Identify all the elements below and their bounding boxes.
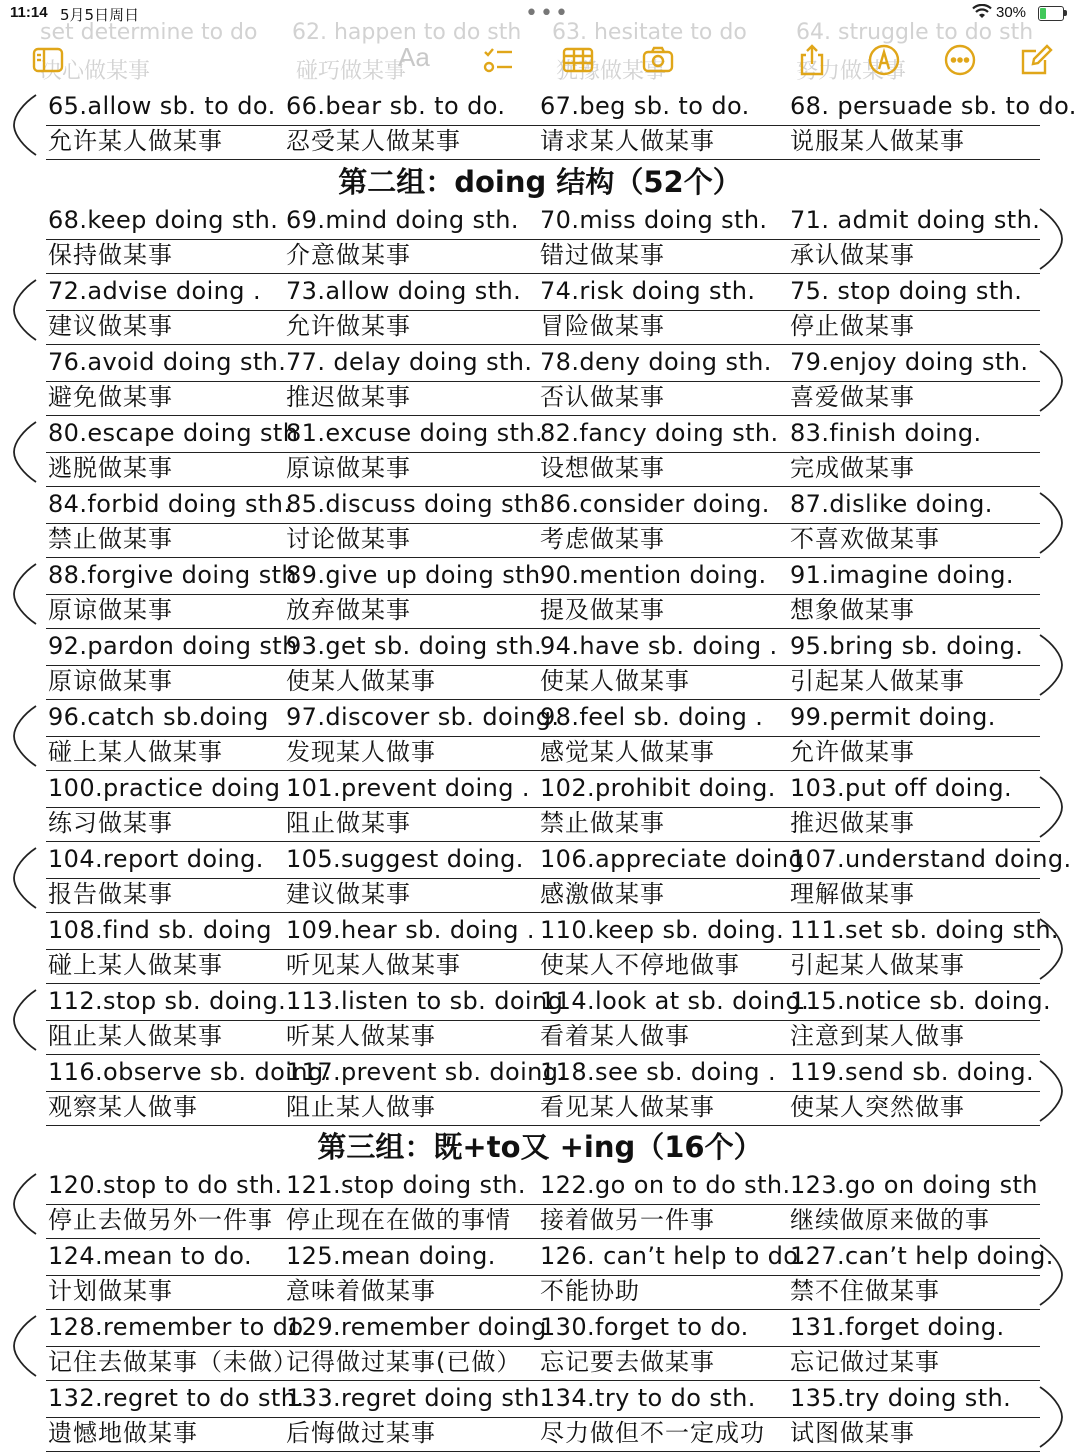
chinese-meaning: 考虑做某事 — [540, 525, 665, 553]
chinese-meaning: 引起某人做某事 — [790, 667, 965, 695]
phrase-row — [0, 982, 1080, 1053]
english-phrase: 65.allow sb. to do. — [48, 92, 276, 120]
chinese-meaning: 意味着做某事 — [286, 1277, 436, 1305]
text-format-button[interactable]: Aa — [398, 42, 430, 72]
chinese-meaning: 使某人做某事 — [286, 667, 436, 695]
phrase-row — [0, 556, 1080, 627]
chinese-meaning: 使某人突然做事 — [790, 1093, 965, 1121]
handwritten-rule-line — [46, 1125, 1040, 1126]
chinese-meaning: 想象做某事 — [790, 596, 915, 624]
handwritten-rule-line — [46, 594, 1040, 595]
chinese-meaning: 记住去做某事（未做） — [48, 1348, 298, 1376]
handwritten-rule-line — [46, 1020, 1040, 1021]
status-bar — [0, 0, 1080, 28]
phrase-row — [0, 201, 1080, 272]
english-phrase: 116.observe sb. doing. — [48, 1058, 332, 1086]
chinese-meaning: 不喜欢做某事 — [790, 525, 940, 553]
english-phrase: 84.forbid doing sth. — [48, 490, 292, 518]
english-phrase: 121.stop doing sth. — [286, 1171, 526, 1199]
chinese-meaning: 记得做过某事(已做） — [286, 1348, 522, 1376]
status-date: 5月5日周日 — [60, 6, 140, 24]
english-phrase: 105.suggest doing. — [286, 845, 524, 873]
english-phrase: 102.prohibit doing. — [540, 774, 776, 802]
ghost-text: 64. struggle to do sth — [796, 20, 1034, 45]
phrase-row — [0, 87, 1080, 158]
english-phrase: 117.prevent sb. doing. — [286, 1058, 567, 1086]
chinese-meaning: 观察某人做事 — [48, 1093, 198, 1121]
english-phrase: 96.catch sb.doing — [48, 703, 269, 731]
chinese-meaning: 介意做某事 — [286, 241, 411, 269]
chinese-meaning: 禁不住做某事 — [790, 1277, 940, 1305]
english-phrase: 87.dislike doing. — [790, 490, 993, 518]
chinese-meaning: 发现某人做事 — [286, 738, 436, 766]
right-bracket-stroke — [1036, 633, 1066, 697]
chinese-meaning: 保持做某事 — [48, 241, 173, 269]
notes-toolbar — [0, 40, 1080, 84]
chinese-meaning: 尽力做但不一定成功 — [540, 1419, 765, 1447]
english-phrase: 85.discuss doing sth. — [286, 490, 548, 518]
english-phrase: 125.mean doing. — [286, 1242, 496, 1270]
markup-icon[interactable] — [864, 40, 904, 80]
chinese-meaning: 放弃做某事 — [286, 596, 411, 624]
ghost-text: 犹豫做某事 — [556, 59, 667, 84]
handwritten-rule-line — [46, 1275, 1040, 1276]
english-phrase: 69.mind doing sth. — [286, 206, 519, 234]
right-bracket-stroke — [1036, 775, 1066, 839]
chinese-meaning: 禁止做某事 — [540, 809, 665, 837]
handwritten-rule-line — [46, 1346, 1040, 1347]
english-phrase: 68. persuade sb. to do. — [790, 92, 1077, 120]
chinese-meaning: 提及做某事 — [540, 596, 665, 624]
left-bracket-stroke — [10, 1172, 40, 1236]
chinese-meaning: 听见某人做某事 — [286, 951, 461, 979]
ghost-text: 决心做某事 — [40, 59, 151, 84]
english-phrase: 70.miss doing sth. — [540, 206, 768, 234]
chinese-meaning: 原谅做某事 — [48, 596, 173, 624]
handwritten-rule-line — [46, 807, 1040, 808]
english-phrase: 122.go on to do sth. — [540, 1171, 791, 1199]
handwritten-rule-line — [46, 1417, 1040, 1418]
battery-icon — [1038, 6, 1064, 21]
chinese-meaning: 错过做某事 — [540, 241, 665, 269]
chinese-meaning: 建议做某事 — [286, 880, 411, 908]
chinese-meaning: 感觉某人做某事 — [540, 738, 715, 766]
english-phrase: 90.mention doing. — [540, 561, 767, 589]
chinese-meaning: 使某人不停地做事 — [540, 951, 740, 979]
chinese-meaning: 请求某人做某事 — [540, 127, 715, 155]
phrase-row — [0, 1237, 1080, 1308]
phrase-row — [0, 911, 1080, 982]
phrase-row — [0, 414, 1080, 485]
right-bracket-stroke — [1036, 1059, 1066, 1123]
phrase-row — [0, 840, 1080, 911]
handwritten-rule-line — [46, 665, 1040, 666]
english-phrase: 110.keep sb. doing. — [540, 916, 785, 944]
english-phrase: 94.have sb. doing . — [540, 632, 778, 660]
chinese-meaning: 报告做某事 — [48, 880, 173, 908]
left-bracket-stroke — [10, 704, 40, 768]
phrase-row — [0, 769, 1080, 840]
chinese-meaning: 建议做某事 — [48, 312, 173, 340]
english-phrase: 83.finish doing. — [790, 419, 982, 447]
chinese-meaning: 讨论做某事 — [286, 525, 411, 553]
english-phrase: 123.go on doing sth — [790, 1171, 1038, 1199]
chinese-meaning: 避免做某事 — [48, 383, 173, 411]
chinese-meaning: 停止现在在做的事情 — [286, 1206, 511, 1234]
handwritten-rule-line — [46, 949, 1040, 950]
ghost-text: 63. hesitate to do — [552, 20, 747, 45]
chinese-meaning: 听某人做某事 — [286, 1022, 436, 1050]
right-bracket-stroke — [1036, 1385, 1066, 1449]
note-content[interactable] — [0, 84, 1080, 1447]
english-phrase: 100.practice doing . — [48, 774, 297, 802]
english-phrase: 81.excuse doing sth. — [286, 419, 544, 447]
english-phrase: 129.remember doing — [286, 1313, 547, 1341]
english-phrase: 98.feel sb. doing . — [540, 703, 764, 731]
handwritten-rule-line — [46, 239, 1040, 240]
handwritten-rule-line — [46, 125, 1040, 126]
chinese-meaning: 冒险做某事 — [540, 312, 665, 340]
chinese-meaning: 逃脱做某事 — [48, 454, 173, 482]
chinese-meaning: 试图做某事 — [790, 1419, 915, 1447]
chinese-meaning: 使某人做某事 — [540, 667, 690, 695]
chinese-meaning: 继续做原来做的事 — [790, 1206, 990, 1234]
english-phrase: 74.risk doing sth. — [540, 277, 756, 305]
english-phrase: 99.permit doing. — [790, 703, 996, 731]
handwritten-rule-line — [46, 1091, 1040, 1092]
english-phrase: 104.report doing. — [48, 845, 264, 873]
english-phrase: 77. delay doing sth. — [286, 348, 533, 376]
english-phrase: 131.forget doing. — [790, 1313, 1005, 1341]
chinese-meaning: 设想做某事 — [540, 454, 665, 482]
english-phrase: 135.try doing sth. — [790, 1384, 1012, 1412]
chinese-meaning: 后悔做过某事 — [286, 1419, 436, 1447]
english-phrase: 91.imagine doing. — [790, 561, 1014, 589]
chinese-meaning: 允许做某事 — [286, 312, 411, 340]
handwritten-rule-line — [46, 878, 1040, 879]
left-bracket-stroke — [10, 93, 40, 157]
chinese-meaning: 完成做某事 — [790, 454, 915, 482]
chinese-meaning: 原谅做某事 — [286, 454, 411, 482]
left-bracket-stroke — [10, 846, 40, 910]
english-phrase: 124.mean to do. — [48, 1242, 252, 1270]
english-phrase: 80.escape doing sth — [48, 419, 299, 447]
english-phrase: 118.see sb. doing . — [540, 1058, 776, 1086]
chinese-meaning: 理解做某事 — [790, 880, 915, 908]
status-time: 11:14 — [10, 4, 48, 21]
chinese-meaning: 允许某人做某事 — [48, 127, 223, 155]
left-bracket-stroke — [10, 1314, 40, 1378]
chinese-meaning: 停止做某事 — [790, 312, 915, 340]
sidebar-icon[interactable] — [28, 40, 68, 80]
chinese-meaning: 碰上某人做某事 — [48, 951, 223, 979]
chinese-meaning: 允许做某事 — [790, 738, 915, 766]
chinese-meaning: 感激做某事 — [540, 880, 665, 908]
english-phrase: 66.bear sb. to do. — [286, 92, 506, 120]
handwritten-rule-line — [46, 736, 1040, 737]
compose-icon[interactable] — [1016, 40, 1056, 80]
left-bracket-stroke — [10, 988, 40, 1052]
left-bracket-stroke — [10, 278, 40, 342]
ghost-text: set determine to do — [40, 20, 258, 45]
english-phrase: 107.understand doing. — [790, 845, 1072, 873]
handwritten-rule-line — [46, 523, 1040, 524]
english-phrase: 92.pardon doing sth — [48, 632, 298, 660]
chinese-meaning: 不能协助 — [540, 1277, 640, 1305]
chinese-meaning: 阻止某人做某事 — [48, 1022, 223, 1050]
group-3-title: 第三组：既+to又 +ing（16个） — [317, 1130, 763, 1164]
chinese-meaning: 注意到某人做事 — [790, 1022, 965, 1050]
english-phrase: 119.send sb. doing. — [790, 1058, 1035, 1086]
english-phrase: 76.avoid doing sth. — [48, 348, 287, 376]
english-phrase: 130.forget to do. — [540, 1313, 749, 1341]
battery-tip — [1064, 10, 1067, 16]
english-phrase: 109.hear sb. doing . — [286, 916, 535, 944]
phrase-row — [0, 1053, 1080, 1124]
right-bracket-stroke — [1036, 349, 1066, 413]
chinese-meaning: 阻止做某事 — [286, 809, 411, 837]
chinese-meaning: 原谅做某事 — [48, 667, 173, 695]
wifi-icon — [972, 4, 992, 20]
chinese-meaning: 看见某人做某事 — [540, 1093, 715, 1121]
table-icon[interactable] — [558, 40, 598, 80]
ghost-text: 碰巧做某事 — [296, 59, 407, 84]
english-phrase: 108.find sb. doing — [48, 916, 272, 944]
english-phrase: 97.discover sb. doing. — [286, 703, 560, 731]
english-phrase: 134.try to do sth. — [540, 1384, 756, 1412]
chinese-meaning: 看着某人做事 — [540, 1022, 690, 1050]
chinese-meaning: 停止去做另外一件事 — [48, 1206, 273, 1234]
english-phrase: 112.stop sb. doing. — [48, 987, 287, 1015]
english-phrase: 67.beg sb. to do. — [540, 92, 750, 120]
left-bracket-stroke — [10, 562, 40, 626]
phrase-row — [0, 1379, 1080, 1450]
chinese-meaning: 计划做某事 — [48, 1277, 173, 1305]
english-phrase: 73.allow doing sth. — [286, 277, 522, 305]
english-phrase: 93.get sb. doing sth. — [286, 632, 543, 660]
chinese-meaning: 练习做某事 — [48, 809, 173, 837]
english-phrase: 127.can’t help doing. — [790, 1242, 1054, 1270]
english-phrase: 78.deny doing sth. — [540, 348, 772, 376]
phrase-row — [0, 343, 1080, 414]
english-phrase: 111.set sb. doing sth. — [790, 916, 1059, 944]
chinese-meaning: 引起某人做某事 — [790, 951, 965, 979]
english-phrase: 133.regret doing sth. — [286, 1384, 548, 1412]
english-phrase: 79.enjoy doing sth. — [790, 348, 1029, 376]
english-phrase: 71. admit doing sth. — [790, 206, 1041, 234]
phrase-row — [0, 272, 1080, 343]
english-phrase: 103.put off doing. — [790, 774, 1012, 802]
english-phrase: 95.bring sb. doing. — [790, 632, 1024, 660]
right-bracket-stroke — [1036, 207, 1066, 271]
ghost-text: 62. happen to do sth — [292, 20, 522, 45]
english-phrase: 101.prevent doing . — [286, 774, 530, 802]
handwritten-rule-line — [46, 310, 1040, 311]
chinese-meaning: 推迟做某事 — [790, 809, 915, 837]
chinese-meaning: 禁止做某事 — [48, 525, 173, 553]
battery-percent: 30% — [996, 4, 1027, 21]
phrase-row — [0, 627, 1080, 698]
group-2-title: 第二组：doing 结构（52个） — [338, 165, 742, 199]
chinese-meaning: 阻止某人做事 — [286, 1093, 436, 1121]
english-phrase: 72.advise doing . — [48, 277, 261, 305]
english-phrase: 115.notice sb. doing. — [790, 987, 1052, 1015]
chinese-meaning: 忘记做过某事 — [790, 1348, 940, 1376]
chinese-meaning: 碰上某人做某事 — [48, 738, 223, 766]
phrase-row — [0, 1166, 1080, 1237]
chinese-meaning: 接着做另一件事 — [540, 1206, 715, 1234]
handwritten-rule-line — [46, 452, 1040, 453]
english-phrase: 89.give up doing sth. — [286, 561, 549, 589]
phrase-row — [0, 698, 1080, 769]
chinese-meaning: 忘记要去做某事 — [540, 1348, 715, 1376]
english-phrase: 86.consider doing. — [540, 490, 770, 518]
chinese-meaning: 喜爱做某事 — [790, 383, 915, 411]
share-icon[interactable] — [792, 40, 832, 80]
english-phrase: 126. can’t help to do. — [540, 1242, 807, 1270]
english-phrase: 106.appreciate doing — [540, 845, 805, 873]
english-phrase: 120.stop to do sth. — [48, 1171, 283, 1199]
checklist-icon[interactable] — [478, 40, 518, 80]
chinese-meaning: 遗憾地做某事 — [48, 1419, 198, 1447]
chinese-meaning: 承认做某事 — [790, 241, 915, 269]
phrase-row — [0, 1308, 1080, 1379]
english-phrase: 128.remember to do — [48, 1313, 304, 1341]
right-bracket-stroke — [1036, 491, 1066, 555]
english-phrase: 88.forgive doing sth — [48, 561, 298, 589]
english-phrase: 82.fancy doing sth. — [540, 419, 779, 447]
english-phrase: 75. stop doing sth. — [790, 277, 1023, 305]
chinese-meaning: 推迟做某事 — [286, 383, 411, 411]
english-phrase: 132.regret to do sth. — [48, 1384, 305, 1412]
ghost-text: 努力做某事 — [796, 59, 907, 84]
english-phrase: 68.keep doing sth. — [48, 206, 279, 234]
chinese-meaning: 说服某人做某事 — [790, 127, 965, 155]
handwritten-rule-line — [46, 1204, 1040, 1205]
handwritten-rule-line — [46, 159, 1040, 160]
phrase-row — [0, 485, 1080, 556]
english-phrase: 113.listen to sb. doing — [286, 987, 564, 1015]
handwritten-rule-line — [46, 381, 1040, 382]
chinese-meaning: 否认做某事 — [540, 383, 665, 411]
camera-icon[interactable] — [638, 40, 678, 80]
left-bracket-stroke — [10, 420, 40, 484]
chinese-meaning: 忍受某人做某事 — [286, 127, 461, 155]
multitasking-dots-icon[interactable]: ••• — [525, 1, 570, 26]
english-phrase: 114.look at sb. doing. — [540, 987, 810, 1015]
more-icon[interactable] — [940, 40, 980, 80]
